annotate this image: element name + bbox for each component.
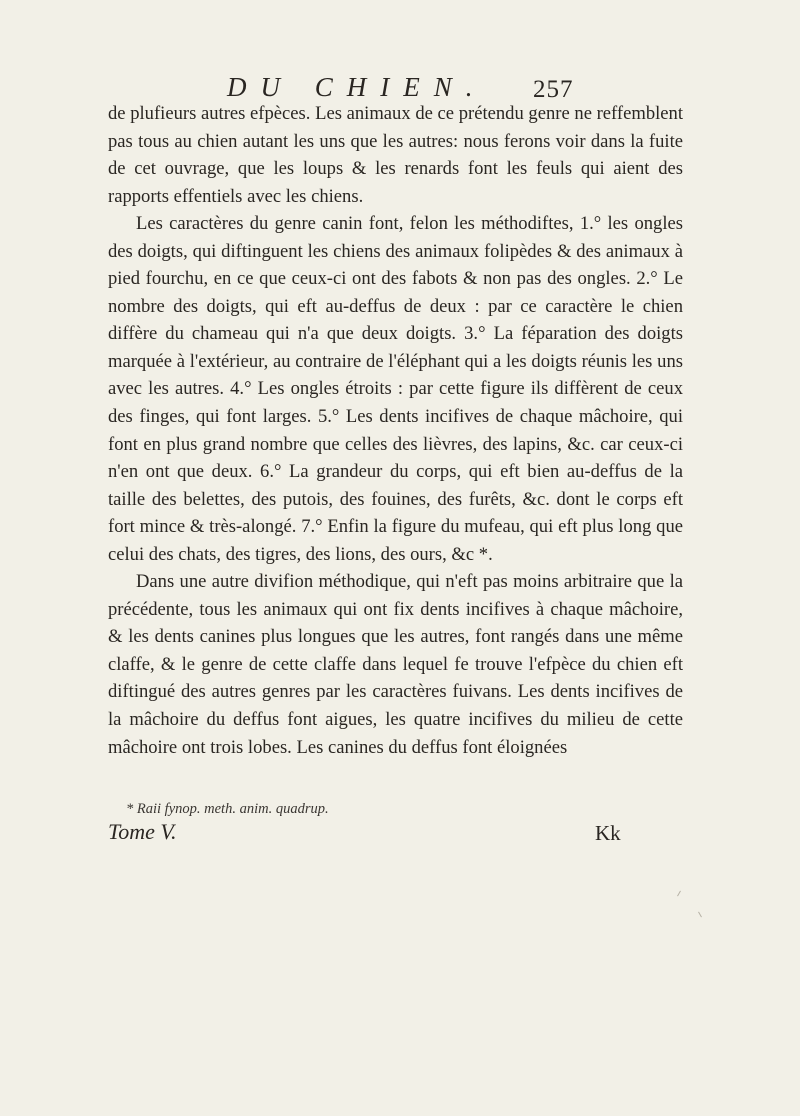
stray-ink-mark bbox=[698, 912, 702, 918]
body-text bbox=[108, 100, 683, 761]
paragraph-2: Les caractères du genre canin font, felon les méthodiftes, 1.° les ongles des doigts, qui diftinguent les chiens des animaux folipèdes & des animaux à pied fourchu, en ce que ceux-ci ont des fabots & non pas des ongles. 2.° Le nombre des doigts, qui eft au-deffus de deux : par ce caractère le chien diffère du chameau qui n'a que deux doigts. 3.° La féparation des doigts marquée à l'extérieur, au contraire de l'éléphant qui a les doigts réunis les uns avec les autres. 4.° Les ongles étroits : par cette figure ils diffèrent de ceux des finges, qui font larges. 5.° Les dents incifives de chaque mâchoire, qui font en plus grand nombre que celles des lièvres, des lapins, &c. car ceux-ci n'en ont que deux. 6.° La grandeur du corps, qui eft bien au-deffus de la taille des belettes, des putois, des fouines, des furêts, &c. dont le corps eft fort mince & très-alongé. 7.° Enfin la figure du mufeau, qui eft plus long que celui des chats, des tigres, des lions, des ours, &c *. bbox=[108, 213, 683, 565]
volume-label: Tome V. bbox=[108, 819, 177, 844]
signature-mark: Kk bbox=[595, 821, 621, 845]
paragraph-1: de plufieurs autres efpèces. Les animaux de ce prétendu genre ne reffemblent pas tous au chien autant les uns que les autres: nous ferons voir dans la fuite de cet ouvrage, que les loups & les renards font les feuls qui aient des rapports effentiels avec les chiens. bbox=[108, 103, 683, 207]
running-head: DU CHIEN. bbox=[227, 72, 487, 102]
footnote: * Raii fynop. meth. anim. quadrup. bbox=[126, 801, 329, 817]
stray-ink-mark bbox=[677, 891, 681, 897]
page-number: 257 bbox=[533, 76, 574, 103]
paragraph-3: Dans une autre divifion méthodique, qui n'eft pas moins arbitraire que la précédente, tous les animaux qui ont fix dents incifives à chaque mâchoire, & les dents canines plus longues que les autres, font rangés dans une même claffe, & le genre de cette claffe dans lequel fe trouve l'efpèce du chien eft diftingué des autres genres par les caractères fuivans. Les dents incifives de la mâchoire du deffus font aigues, les quatre incifives du milieu de cette mâchoire ont trois lobes. Les canines du deffus font éloignées bbox=[108, 571, 683, 758]
